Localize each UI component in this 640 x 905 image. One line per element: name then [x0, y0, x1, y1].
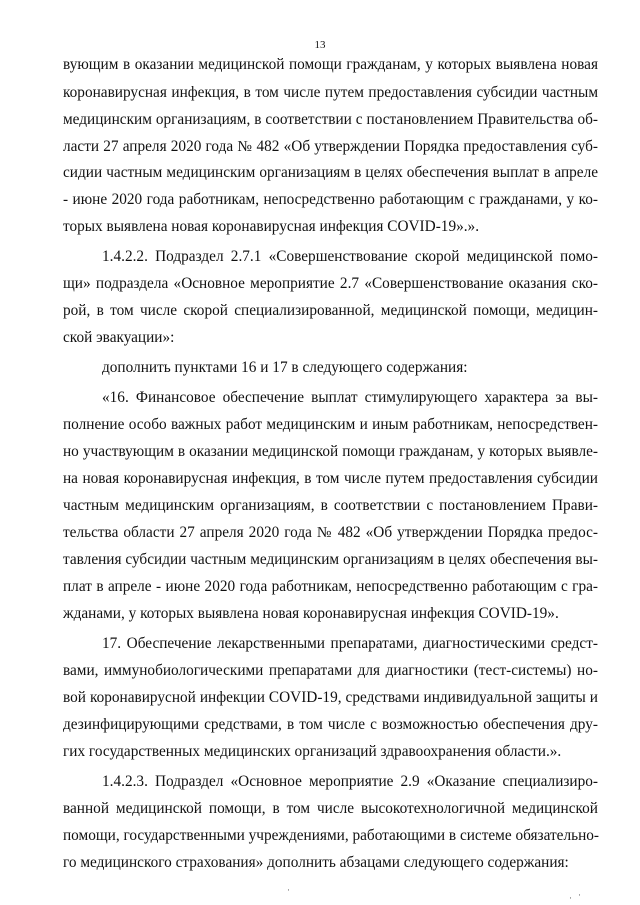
text-line: жданами, у которых выявлена новая коронавирусная инфекция COVID-19».	[63, 605, 559, 622]
text-line: вой коронавирусной инфекции COVID-19, средствами индивидуальной защиты и	[63, 689, 598, 706]
text-line: рой, в том числе скорой специализированной, медицинской помощи, медицин-	[63, 302, 598, 319]
paragraph-first-line: 17. Обеспечение лекарственными препаратами, диагностическими средст-	[102, 635, 598, 652]
paragraph-first-line: 1.4.2.3. Подраздел «Основное мероприятие 2.9 «Оказание специализиро-	[102, 773, 598, 790]
text-line: торых выявлена новая коронавирусная инфекция COVID-19».».	[63, 218, 480, 235]
text-line: щи» подраздела «Основное мероприятие 2.7 «Совершенствование оказания ско-	[63, 275, 598, 292]
text-line: ванной медицинской помощи, в том числе высокотехнологичной медицинской	[63, 800, 598, 817]
paragraph-first-line: «16. Финансовое обеспечение выплат стимулирующего характера за вы-	[102, 389, 598, 406]
text-line: вами, иммунобиологическими препаратами для диагностики (тест-системы) но-	[63, 662, 598, 679]
text-line: плат в апреле - июне 2020 года работникам, непосредственно работающим с гра-	[63, 578, 598, 595]
text-line: дезинфицирующими средствами, в том числе с возможностью обеспечения дру-	[63, 716, 598, 733]
text-line: полнение особо важных работ медицинским и иным работникам, непосредствен-	[63, 416, 598, 433]
text-line: вующим в оказании медицинской помощи гражданам, у которых выявлена новая	[63, 56, 598, 73]
paragraph-first-line: 1.4.2.2. Подраздел 2.7.1 «Совершенствование скорой медицинской помо-	[102, 248, 598, 265]
text-line: ласти 27 апреля 2020 года № 482 «Об утверждении Порядка предоставления суб-	[63, 138, 598, 155]
text-line: частным медицинским организациям, в соответствии с постановлением Прави-	[63, 497, 598, 514]
text-line: тавления субсидии частным медицинским организациям в целях обеспечения вы-	[63, 551, 598, 568]
text-line: коронавирусная инфекция, в том числе путем предоставления субсидии частным	[63, 84, 598, 101]
scan-speck: ·	[287, 885, 290, 895]
text-line: помощи, государственными учреждениями, работающими в системе обязательно-	[63, 827, 600, 844]
text-line: медицинским организациям, в соответствии с постановлением Правительства об-	[63, 111, 598, 128]
scan-speck: ·	[578, 890, 581, 900]
text-line: го медицинского страхования» дополнить абзацами следующего содержания:	[63, 854, 569, 871]
text-line: сидии частным медицинским организациям в целях обеспечения выплат в апреле	[63, 164, 598, 181]
text-line: но участвующим в оказании медицинской помощи гражданам, у которых выявле-	[63, 443, 598, 460]
scan-speck: ·	[569, 893, 572, 903]
text-line: ской эвакуации»:	[63, 329, 175, 346]
text-line: - июне 2020 года работникам, непосредственно работающим с гражданами, у ко-	[63, 191, 598, 208]
text-line: на новая коронавирусная инфекция, в том числе путем предоставления субсидии	[63, 470, 598, 487]
paragraph-first-line: дополнить пунктами 16 и 17 в следующего содержания:	[102, 359, 468, 376]
page-number: 13	[314, 39, 326, 51]
text-line: тельства области 27 апреля 2020 года № 482 «Об утверждении Порядка предос-	[63, 524, 598, 541]
text-line: гих государственных медицинских организаций здравоохранения области.».	[63, 743, 562, 760]
